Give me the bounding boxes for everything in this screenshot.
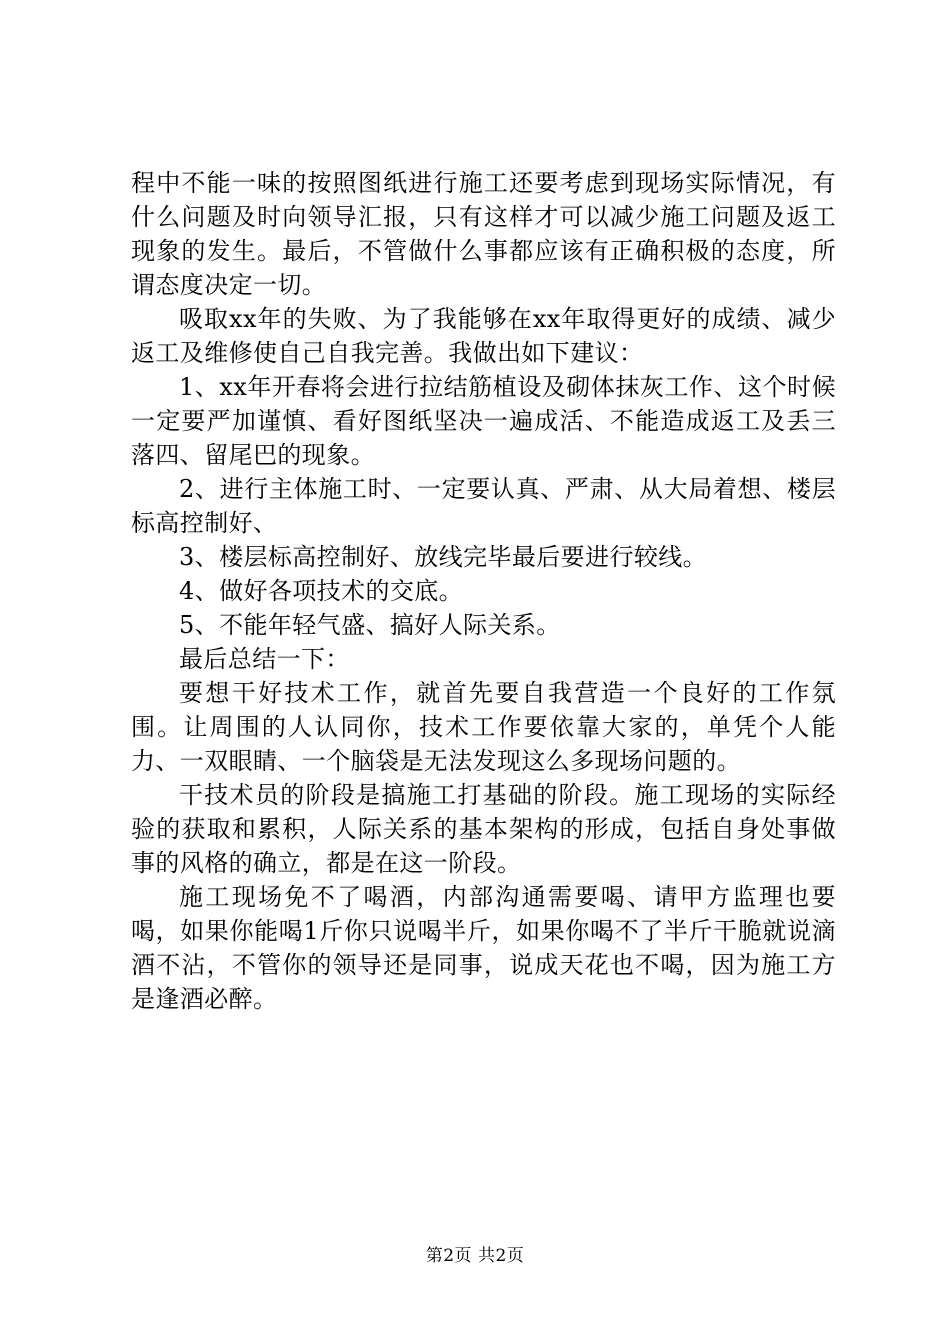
paragraph-work-atmosphere: 要想干好技术工作，就首先要自我营造一个良好的工作氛围。让周围的人认同你，技术工作要依靠大家的，单凭个人能力、一双眼睛、一个脑袋是无法发现这么多现场问题的。	[131, 679, 836, 775]
paragraph-suggestion-intro: 吸取xx年的失败、为了我能够在xx年取得更好的成绩、减少返工及维修使自己自我完善。我做出如下建议：	[131, 305, 836, 367]
suggestion-item-2: 2、进行主体施工时、一定要认真、严肃、从大局着想、楼层标高控制好、	[131, 475, 836, 537]
suggestion-item-3: 3、楼层标高控制好、放线完毕最后要进行较线。	[179, 543, 708, 571]
paragraph-technician-stage: 干技术员的阶段是搞施工打基础的阶段。施工现场的实际经验的获取和累积，人际关系的基本架构的形成，包括自身处事做事的风格的确立，都是在这一阶段。	[131, 781, 836, 877]
document-body	[131, 166, 836, 1016]
suggestion-item-1: 1、xx年开春将会进行拉结筋植设及砌体抹灰工作、这个时候一定要严加谨慎、看好图纸坚决一遍成活、不能造成返工及丢三落四、留尾巴的现象。	[131, 373, 836, 469]
paragraph-drinking: 施工现场免不了喝酒，内部沟通需要喝、请甲方监理也要喝，如果你能喝1斤你只说喝半斤，如果你喝不了半斤干脆就说滴酒不沾，不管你的领导还是同事，说成天花也不喝，因为施工方是逢酒必醉。	[131, 883, 836, 1013]
page-footer	[0, 1244, 950, 1268]
summary-heading: 最后总结一下：	[179, 645, 350, 673]
suggestion-item-5: 5、不能年轻气盛、搞好人际关系。	[179, 611, 561, 639]
suggestion-item-4: 4、做好各项技术的交底。	[179, 577, 464, 605]
paragraph-continuation: 程中不能一味的按照图纸进行施工还要考虑到现场实际情况，有什么问题及时向领导汇报，只有这样才可以减少施工问题及返工现象的发生。最后，不管做什么事都应该有正确积极的态度，所谓态度决定一切。	[131, 169, 836, 299]
page-number-label: 第2页 共2页	[425, 1246, 525, 1266]
